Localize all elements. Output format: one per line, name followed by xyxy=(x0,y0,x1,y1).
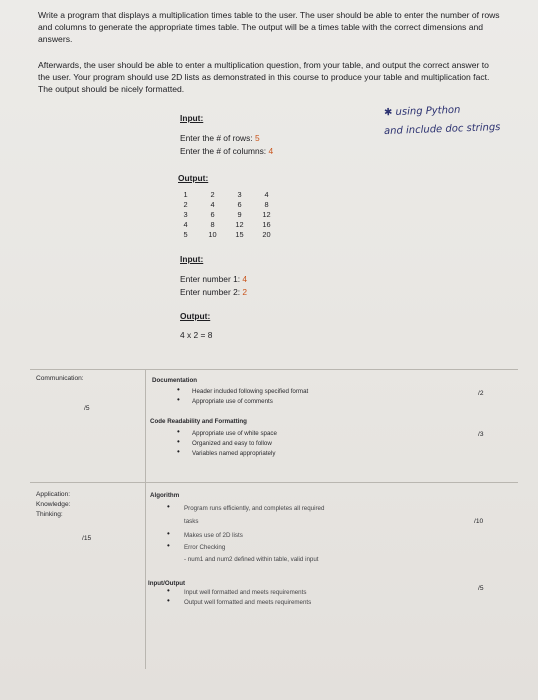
times-table-cell: 6 xyxy=(237,200,242,209)
number1-prompt: Enter number 1: 4 xyxy=(180,274,248,284)
readability-heading: Code Readability and Formatting xyxy=(150,418,247,425)
times-table-cell: 2 xyxy=(183,200,188,209)
algorithm-heading: Algorithm xyxy=(150,492,180,499)
columns-value: 4 xyxy=(268,146,274,156)
rows-value: 5 xyxy=(254,133,260,143)
multiplication-result: 4 x 2 = 8 xyxy=(180,330,213,340)
bullet: • xyxy=(177,395,180,404)
times-table-row xyxy=(172,210,280,220)
bullet: • xyxy=(167,596,170,605)
readability-mark: /3 xyxy=(478,431,484,438)
times-table-row xyxy=(172,220,280,230)
io-mark: /5 xyxy=(478,585,484,592)
number2-prompt: Enter number 2: 2 xyxy=(180,287,248,297)
handwritten-note-line-2: and include doc strings xyxy=(383,121,501,138)
readability-item-2: Organized and easy to follow xyxy=(192,440,272,447)
readability-item-1: Appropriate use of white space xyxy=(192,430,277,437)
documentation-heading: Documentation xyxy=(152,377,198,384)
times-table-cell: 9 xyxy=(237,210,242,219)
bullet: • xyxy=(177,427,180,436)
algorithm-item-3-detail: - num1 and num2 defined within table, valid input xyxy=(184,556,319,563)
application-label: Application: xyxy=(36,491,71,498)
io-item-1: Input well formatted and meets requirements xyxy=(184,589,307,596)
columns-prompt: Enter the # of columns: 4 xyxy=(180,146,274,156)
knowledge-label: Knowledge: xyxy=(36,501,71,508)
rubric-line-middle xyxy=(30,482,518,483)
algorithm-item-1-continued: tasks xyxy=(184,518,199,525)
times-table-cell: 4 xyxy=(264,190,269,199)
intro-paragraph-2: Afterwards, the user should be able to enter a multiplication question, from your table, and output the correct answer to the user. Your program should use 2D lists as demonstrated in this course to produce your table and multiplication fact. The output should be nicely formatted. xyxy=(38,60,490,95)
times-table-cell: 5 xyxy=(183,230,188,239)
output-heading: Output: xyxy=(178,173,209,183)
times-table-body xyxy=(172,190,280,240)
bullet: • xyxy=(167,586,170,595)
times-table-row xyxy=(172,190,280,200)
bullet: • xyxy=(167,529,170,538)
handwritten-note-line-1: ✱ using Python xyxy=(383,104,461,119)
rubric-line-top xyxy=(30,369,518,370)
bullet: • xyxy=(177,437,180,446)
times-table-cell: 16 xyxy=(262,220,271,229)
bullet: • xyxy=(177,447,180,456)
rubric-column-divider xyxy=(145,369,146,669)
times-table-cell: 3 xyxy=(183,210,188,219)
output-heading-2: Output: xyxy=(180,311,211,321)
communication-total: /5 xyxy=(84,405,90,412)
algorithm-item-3: Error Checking xyxy=(184,544,226,551)
algorithm-mark: /10 xyxy=(474,518,484,525)
times-table-cell: 4 xyxy=(210,200,215,209)
thinking-label: Thinking: xyxy=(36,511,63,518)
documentation-item-1: Header included following specified format xyxy=(192,388,309,395)
times-table-cell: 10 xyxy=(208,230,217,239)
documentation-mark: /2 xyxy=(478,390,484,397)
number1-value: 4 xyxy=(242,274,248,284)
number2-value: 2 xyxy=(242,287,248,297)
times-table-cell: 12 xyxy=(235,220,244,229)
input-output-heading: Input/Output xyxy=(148,580,186,587)
documentation-item-2: Appropriate use of comments xyxy=(192,398,273,405)
times-table-row xyxy=(172,200,280,210)
times-table-cell: 3 xyxy=(237,190,242,199)
bullet: • xyxy=(167,502,170,511)
times-table-cell: 4 xyxy=(183,220,188,229)
input-heading: Input: xyxy=(180,113,204,123)
times-table-row xyxy=(172,230,280,240)
rows-prompt: Enter the # of rows: 5 xyxy=(180,133,260,143)
times-table-cell: 1 xyxy=(183,190,188,199)
input-heading-2: Input: xyxy=(180,254,204,264)
times-table-cell: 8 xyxy=(210,220,215,229)
bullet: • xyxy=(177,385,180,394)
bullet: • xyxy=(167,541,170,550)
times-table-cell: 6 xyxy=(210,210,215,219)
times-table-cell: 12 xyxy=(262,210,271,219)
times-table-cell: 8 xyxy=(264,200,269,209)
intro-paragraph-1: Write a program that displays a multiplication times table to the user. The user should be able to enter the number of rows and columns to generate the appropriate times table. The output will be a times table with the correct dimensions and answers. xyxy=(38,10,500,45)
readability-item-3: Variables named appropriately xyxy=(192,450,276,457)
times-table xyxy=(172,190,280,240)
algorithm-item-2: Makes use of 2D lists xyxy=(184,532,243,539)
application-total: /15 xyxy=(82,535,92,542)
times-table-cell: 20 xyxy=(262,230,271,239)
algorithm-item-1: Program runs efficiently, and completes all required xyxy=(184,505,325,512)
communication-label: Communication: xyxy=(36,375,84,382)
io-item-2: Output well formatted and meets requirements xyxy=(184,599,312,606)
times-table-cell: 15 xyxy=(235,230,244,239)
times-table-cell: 2 xyxy=(210,190,215,199)
